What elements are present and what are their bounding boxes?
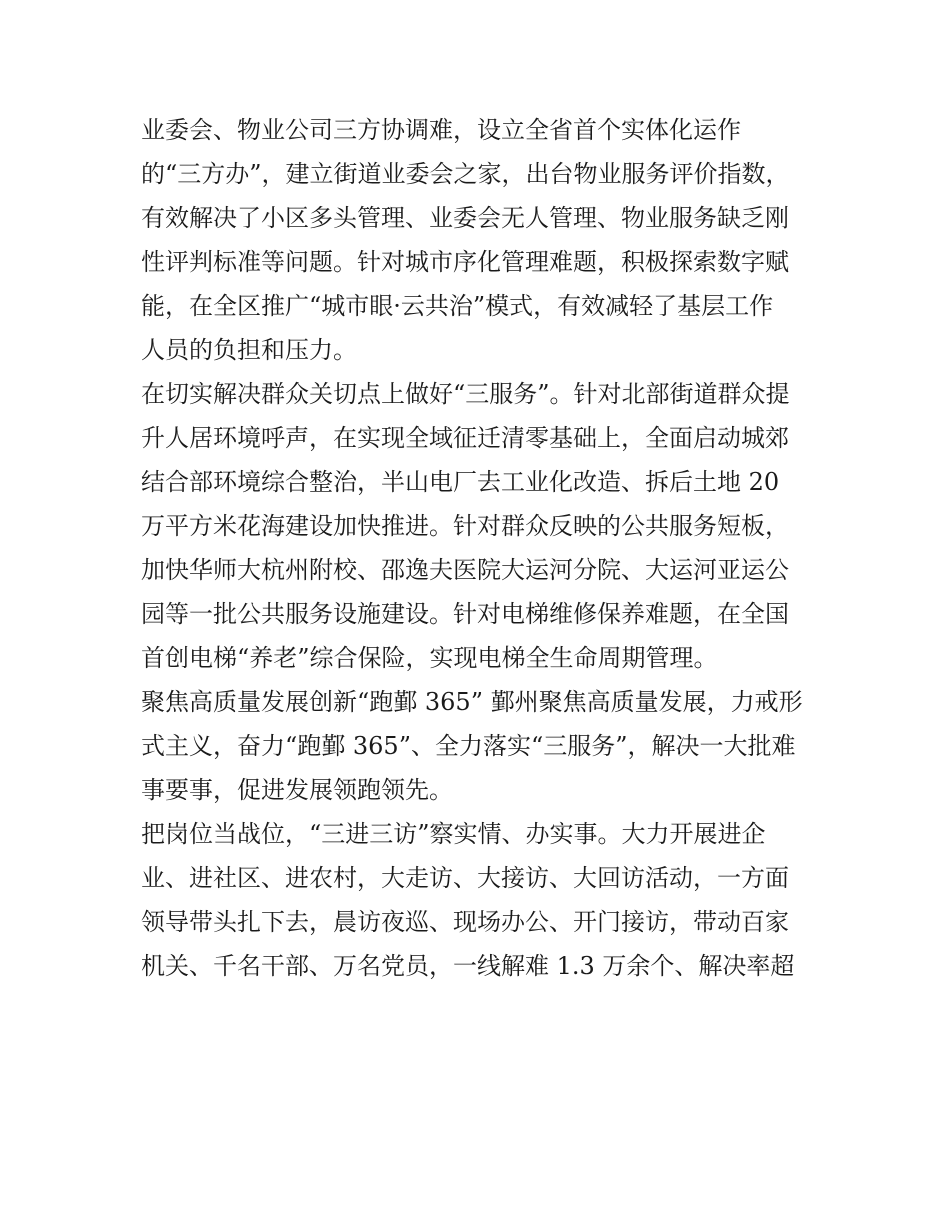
text-line: 结合部环境综合整治，半山电厂去工业化改造、拆后土地 20 bbox=[141, 468, 780, 496]
text-line: 机关、千名干部、万名党员，一线解难 1.3 万余个、解决率超 bbox=[141, 952, 795, 980]
body-text bbox=[141, 108, 821, 988]
text-line: 万平方米花海建设加快推进。针对群众反映的公共服务短板， bbox=[141, 512, 789, 540]
text-line: 聚焦高质量发展创新“跑鄞 365” 鄞州聚焦高质量发展，力戒形 bbox=[141, 688, 803, 716]
text-line: 加快华师大杭州附校、邵逸夫医院大运河分院、大运河亚运公 bbox=[141, 556, 789, 584]
text-line: 业、进社区、进农村，大走访、大接访、大回访活动，一方面 bbox=[141, 864, 789, 892]
text-line: 在切实解决群众关切点上做好“三服务”。针对北部街道群众提 bbox=[141, 380, 790, 408]
text-line: 有效解决了小区多头管理、业委会无人管理、物业服务缺乏刚 bbox=[141, 204, 789, 232]
text-line: 的“三方办”，建立街道业委会之家，出台物业服务评价指数， bbox=[141, 160, 790, 188]
text-line: 事要事，促进发展领跑领先。 bbox=[141, 776, 453, 804]
text-line: 首创电梯“养老”综合保险，实现电梯全生命周期管理。 bbox=[141, 644, 718, 672]
text-line: 性评判标准等问题。针对城市序化管理难题，积极探索数字赋 bbox=[141, 248, 789, 276]
text-line: 业委会、物业公司三方协调难，设立全省首个实体化运作 bbox=[141, 116, 741, 144]
text-line: 式主义，奋力“跑鄞 365”、全力落实“三服务”，解决一大批难 bbox=[141, 732, 796, 760]
text-line: 领导带头扎下去，晨访夜巡、现场办公、开门接访，带动百家 bbox=[141, 908, 789, 936]
text-line: 园等一批公共服务设施建设。针对电梯维修保养难题，在全国 bbox=[141, 600, 789, 628]
text-line: 升人居环境呼声，在实现全域征迁清零基础上，全面启动城郊 bbox=[141, 424, 789, 452]
text-line: 人员的负担和压力。 bbox=[141, 336, 357, 364]
text-line: 能，在全区推广“城市眼·云共治”模式，有效减轻了基层工作 bbox=[141, 292, 774, 320]
text-line: 把岗位当战位，“三进三访”察实情、办实事。大力开展进企 bbox=[141, 820, 766, 848]
